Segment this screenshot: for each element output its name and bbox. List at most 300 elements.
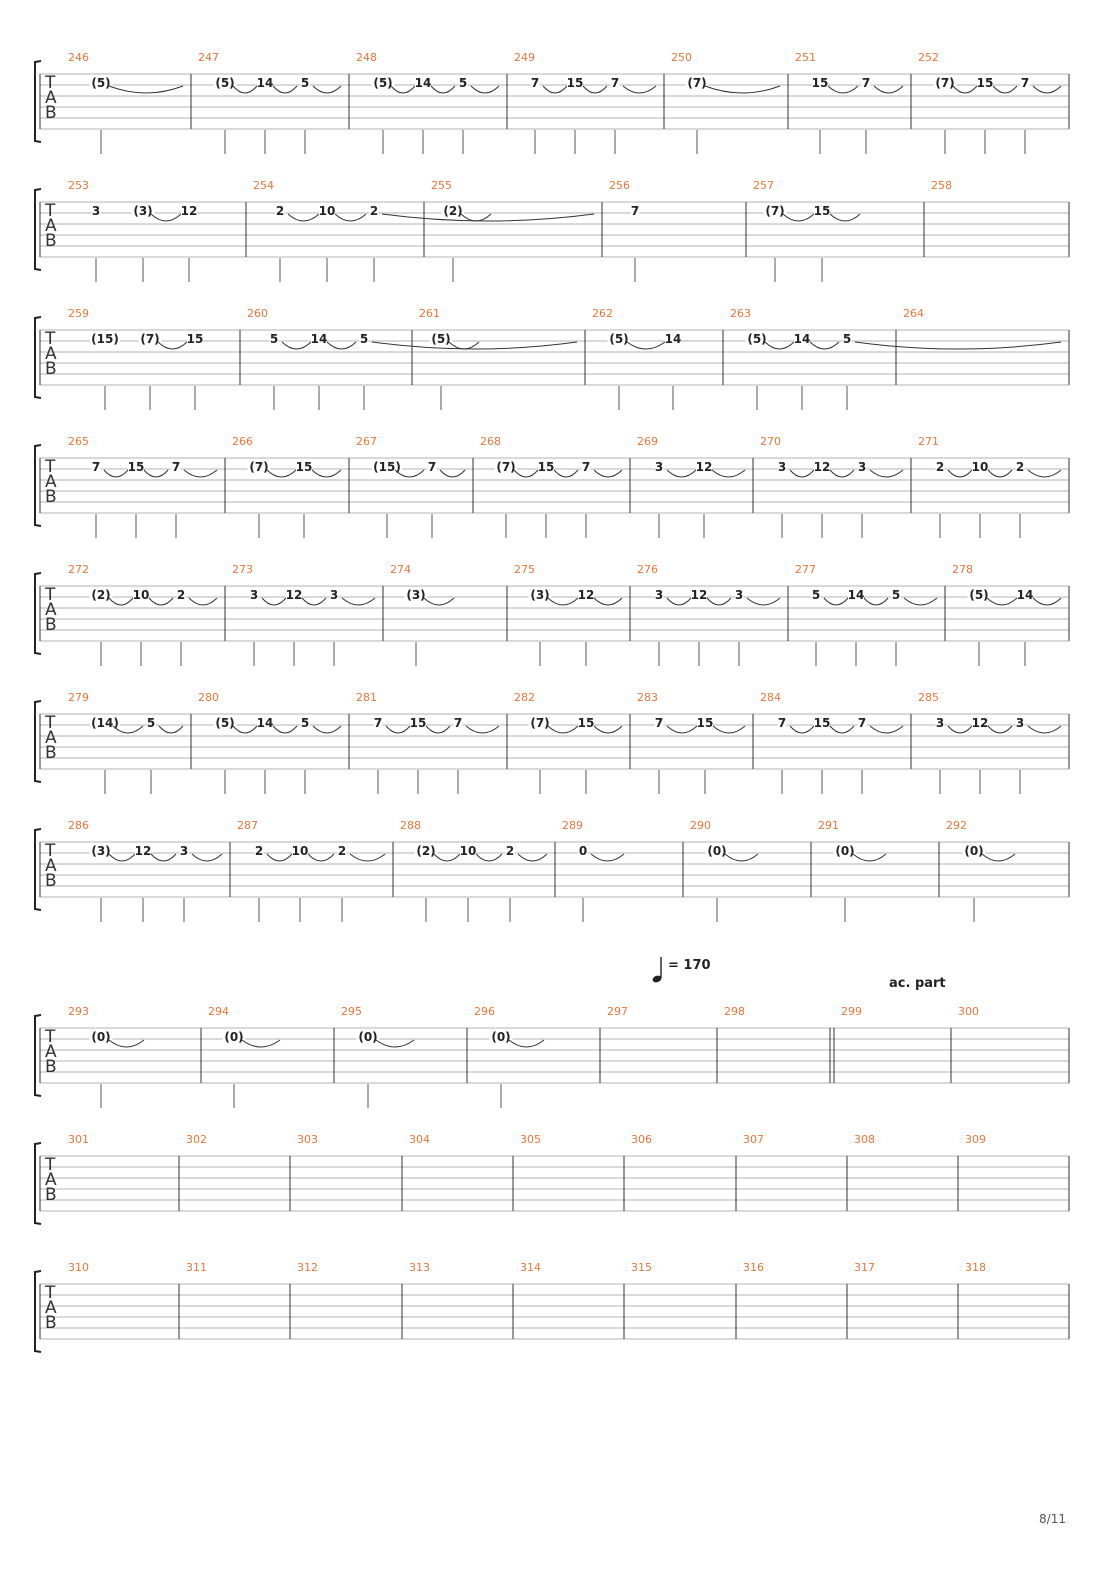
measure-number: 312 <box>297 1261 318 1274</box>
tie-arc <box>476 854 502 861</box>
fret-number: 7 <box>610 76 620 90</box>
fret-number: (3) <box>133 204 153 218</box>
fret-number: 5 <box>146 716 156 730</box>
fret-number: 3 <box>329 588 339 602</box>
measure-number: 313 <box>409 1261 430 1274</box>
measure-number: 295 <box>341 1005 362 1018</box>
measure-number: 261 <box>419 307 440 320</box>
tie-arc <box>627 342 665 349</box>
tie-arc <box>440 470 465 477</box>
fret-number: 14 <box>414 76 432 90</box>
measure-number: 256 <box>609 179 630 192</box>
measure-number: 304 <box>409 1133 430 1146</box>
measure-number: 249 <box>514 51 535 64</box>
fret-number: 5 <box>842 332 852 346</box>
fret-number: (15) <box>373 460 401 474</box>
tempo-marking <box>652 957 711 984</box>
measure-number: 306 <box>631 1133 652 1146</box>
tie-arc <box>509 1040 544 1047</box>
fret-number: 7 <box>777 716 787 730</box>
measure-number: 300 <box>958 1005 979 1018</box>
measure-number: 314 <box>520 1261 541 1274</box>
tie-arc <box>790 726 814 733</box>
measure-number: 297 <box>607 1005 628 1018</box>
measure-number: 301 <box>68 1133 89 1146</box>
measure-number: 277 <box>795 563 816 576</box>
fret-number: (5) <box>215 76 235 90</box>
tie-arc <box>747 598 780 605</box>
tie-arc <box>233 726 257 733</box>
fret-number: 2 <box>935 460 945 474</box>
tie-arc <box>313 726 341 733</box>
tie-arc <box>810 342 839 349</box>
fret-number: 3 <box>179 844 189 858</box>
measure-number: 253 <box>68 179 89 192</box>
fret-number: 14 <box>847 588 865 602</box>
fret-number: (0) <box>835 844 855 858</box>
fret-number: 0 <box>578 844 588 858</box>
tie-arc <box>431 86 455 93</box>
tie-arc <box>312 470 341 477</box>
fret-number: 14 <box>664 332 682 346</box>
tab-system <box>35 819 1069 922</box>
measure-number: 286 <box>68 819 89 832</box>
measure-number: 250 <box>671 51 692 64</box>
fret-number: (5) <box>747 332 767 346</box>
fret-number: (5) <box>431 332 451 346</box>
tab-clef-letter: T <box>45 585 56 605</box>
tie-arc <box>1028 470 1061 477</box>
measure-number: 305 <box>520 1133 541 1146</box>
fret-number: 7 <box>453 716 463 730</box>
tie-arc <box>282 342 311 349</box>
tab-clef-letter: T <box>45 1027 56 1047</box>
tab-clef-letter: A <box>45 472 57 492</box>
tie-arc <box>824 598 848 605</box>
tie-arc <box>830 470 854 477</box>
fret-number: 7 <box>1020 76 1030 90</box>
measure-number: 265 <box>68 435 89 448</box>
tie-arc <box>461 214 491 221</box>
measure-number: 302 <box>186 1133 207 1146</box>
fret-number: (2) <box>443 204 463 218</box>
measure-number: 293 <box>68 1005 89 1018</box>
fret-number: 2 <box>176 588 186 602</box>
tab-clef-letter: A <box>45 344 57 364</box>
fret-number: 2 <box>1015 460 1025 474</box>
fret-number: (7) <box>249 460 269 474</box>
fret-number: (0) <box>91 1030 111 1044</box>
tie-arc <box>391 86 415 93</box>
fret-number: 10 <box>459 844 477 858</box>
tie-arc <box>273 726 297 733</box>
fret-number: 15 <box>811 76 829 90</box>
fret-number: 14 <box>256 76 274 90</box>
section-marker: ac. part <box>889 976 946 991</box>
measure-number: 317 <box>854 1261 875 1274</box>
fret-number: 12 <box>813 460 831 474</box>
fret-number: 3 <box>777 460 787 474</box>
tie-arc <box>386 726 410 733</box>
measure-number: 311 <box>186 1261 207 1274</box>
fret-number: (7) <box>687 76 707 90</box>
fret-number: 5 <box>300 76 310 90</box>
tie-arc <box>948 726 972 733</box>
fret-number: 15 <box>813 716 831 730</box>
tie-arc <box>273 86 297 93</box>
tie-arc <box>993 86 1017 93</box>
tie-arc <box>548 598 578 605</box>
measure-number: 291 <box>818 819 839 832</box>
fret-number: 15 <box>566 76 584 90</box>
measure-number: 284 <box>760 691 781 704</box>
tie-arc <box>725 854 758 861</box>
tab-clef-letter: A <box>45 216 57 236</box>
tab-system <box>35 1261 1069 1352</box>
fret-number: (7) <box>140 332 160 346</box>
fret-number: 15 <box>409 716 427 730</box>
measure-number: 288 <box>400 819 421 832</box>
tie-arc <box>713 726 745 733</box>
measure-number: 285 <box>918 691 939 704</box>
tie-arc <box>790 470 814 477</box>
tab-system <box>35 1005 1069 1108</box>
fret-number: (7) <box>496 460 516 474</box>
fret-number: 14 <box>1016 588 1034 602</box>
fret-number: 2 <box>254 844 264 858</box>
tab-clef-letter: A <box>45 856 57 876</box>
fret-number: (3) <box>91 844 111 858</box>
fret-number: 15 <box>976 76 994 90</box>
tab-clef-letter: B <box>45 1313 57 1333</box>
tab-clef-letter: T <box>45 329 56 349</box>
measure-number: 278 <box>952 563 973 576</box>
fret-number: 10 <box>291 844 309 858</box>
fret-number: (7) <box>765 204 785 218</box>
tab-clef-letter: T <box>45 841 56 861</box>
fret-number: (5) <box>969 588 989 602</box>
tab-system <box>35 691 1069 794</box>
fret-number: 5 <box>458 76 468 90</box>
tie-arc <box>262 598 286 605</box>
measure-number: 266 <box>232 435 253 448</box>
measure-number: 296 <box>474 1005 495 1018</box>
measure-number: 281 <box>356 691 377 704</box>
tab-clef-letter: T <box>45 1283 56 1303</box>
measure-number: 270 <box>760 435 781 448</box>
fret-number: 14 <box>256 716 274 730</box>
tie-arc <box>667 470 696 477</box>
tie-arc <box>514 470 538 477</box>
tie-arc <box>594 470 622 477</box>
tab-system <box>35 563 1069 666</box>
fret-number: 15 <box>577 716 595 730</box>
fret-number: (0) <box>491 1030 511 1044</box>
tie-arc <box>870 470 903 477</box>
tie-arc <box>192 854 222 861</box>
fret-number: (3) <box>406 588 426 602</box>
measure-number: 315 <box>631 1261 652 1274</box>
fret-number: 5 <box>811 588 821 602</box>
tie-arc <box>189 598 217 605</box>
tie-arc <box>783 214 814 221</box>
tie-arc <box>594 598 622 605</box>
tie-arc <box>982 854 1015 861</box>
tab-systems <box>35 51 1069 1352</box>
tab-system <box>35 307 1069 410</box>
fret-number: (14) <box>91 716 119 730</box>
fret-number: (2) <box>91 588 111 602</box>
tab-system <box>35 1133 1069 1224</box>
fret-number: 12 <box>695 460 713 474</box>
tie-arc <box>830 726 854 733</box>
tab-clef-letter: B <box>45 1057 57 1077</box>
measure-number: 280 <box>198 691 219 704</box>
tab-clef-letter: A <box>45 88 57 108</box>
measure-number: 267 <box>356 435 377 448</box>
fret-number: (2) <box>416 844 436 858</box>
fret-number: (5) <box>215 716 235 730</box>
fret-number: 10 <box>132 588 150 602</box>
tie-arc <box>853 854 886 861</box>
measure-number: 268 <box>480 435 501 448</box>
fret-number: 3 <box>91 204 101 218</box>
fret-number: 5 <box>300 716 310 730</box>
fret-number: 12 <box>690 588 708 602</box>
tie-arc <box>904 598 937 605</box>
fret-number: (15) <box>91 332 119 346</box>
tie-arc <box>548 726 578 733</box>
fret-number: 7 <box>427 460 437 474</box>
tie-arc <box>109 1040 144 1047</box>
tie-arc <box>327 342 356 349</box>
tab-clef-letter: A <box>45 1298 57 1318</box>
tie-arc <box>623 86 656 93</box>
fret-number: (7) <box>530 716 550 730</box>
tie-arc <box>870 726 903 733</box>
tie-arc <box>242 1040 280 1047</box>
tie-arc <box>830 214 860 221</box>
fret-number: 15 <box>696 716 714 730</box>
fret-number: 7 <box>373 716 383 730</box>
tab-clef-letter: B <box>45 103 57 123</box>
tab-clef-letter: A <box>45 600 57 620</box>
fret-number: (3) <box>530 588 550 602</box>
tie-arc <box>953 86 977 93</box>
tie-arc <box>335 214 366 221</box>
fret-number: (5) <box>609 332 629 346</box>
fret-number: 15 <box>127 460 145 474</box>
tab-system <box>35 435 1069 538</box>
fret-number: 2 <box>505 844 515 858</box>
tie-arc <box>158 342 187 349</box>
tie-arc <box>518 854 547 861</box>
fret-number: 3 <box>1015 716 1025 730</box>
measure-number: 247 <box>198 51 219 64</box>
tie-arc <box>151 214 181 221</box>
tie-arc <box>308 854 334 861</box>
tab-clef-letter: B <box>45 231 57 251</box>
measure-number: 264 <box>903 307 924 320</box>
measure-number: 257 <box>753 179 774 192</box>
tie-arc <box>109 86 183 93</box>
fret-number: 12 <box>285 588 303 602</box>
measure-number: 310 <box>68 1261 89 1274</box>
tie-arc <box>109 854 135 861</box>
fret-number: 7 <box>530 76 540 90</box>
fret-number: 3 <box>654 460 664 474</box>
tab-clef-letter: B <box>45 1185 57 1205</box>
tab-clef-letter: B <box>45 743 57 763</box>
tie-arc <box>426 726 450 733</box>
tie-arc <box>104 470 128 477</box>
tie-arc <box>583 86 607 93</box>
measure-number: 299 <box>841 1005 862 1018</box>
measure-number: 254 <box>253 179 274 192</box>
measure-number: 263 <box>730 307 751 320</box>
tie-arc <box>874 86 903 93</box>
fret-number: (0) <box>964 844 984 858</box>
measure-number: 290 <box>690 819 711 832</box>
measure-number: 271 <box>918 435 939 448</box>
tie-arc <box>707 598 731 605</box>
fret-number: 12 <box>134 844 152 858</box>
measure-number: 308 <box>854 1133 875 1146</box>
fret-number: 12 <box>971 716 989 730</box>
tie-arc <box>302 598 326 605</box>
measure-number: 282 <box>514 691 535 704</box>
tie-arc <box>1033 598 1061 605</box>
fret-number: 3 <box>734 588 744 602</box>
measure-number: 279 <box>68 691 89 704</box>
fret-number: 3 <box>654 588 664 602</box>
measure-number: 246 <box>68 51 89 64</box>
fret-number: 7 <box>654 716 664 730</box>
tab-clef-letter: T <box>45 713 56 733</box>
fret-number: 7 <box>857 716 867 730</box>
tab-system <box>35 179 1069 282</box>
measure-number: 262 <box>592 307 613 320</box>
tab-clef-letter: A <box>45 728 57 748</box>
tie-arc <box>987 598 1017 605</box>
fret-number: 7 <box>861 76 871 90</box>
fret-number: 7 <box>91 460 101 474</box>
tie-arc <box>466 726 499 733</box>
measure-number: 260 <box>247 307 268 320</box>
tie-arc <box>855 342 1061 349</box>
measure-number: 274 <box>390 563 411 576</box>
tie-arc <box>424 598 454 605</box>
tie-arc <box>667 598 691 605</box>
tie-arc <box>313 86 341 93</box>
measure-number: 292 <box>946 819 967 832</box>
fret-number: 12 <box>577 588 595 602</box>
tie-arc <box>705 86 780 93</box>
measure-number: 259 <box>68 307 89 320</box>
fret-number: 5 <box>269 332 279 346</box>
tie-arc <box>1033 86 1061 93</box>
tab-clef-letter: B <box>45 871 57 891</box>
measure-number: 309 <box>965 1133 986 1146</box>
fret-number: 15 <box>813 204 831 218</box>
measure-number: 269 <box>637 435 658 448</box>
fret-number: 7 <box>171 460 181 474</box>
measure-number: 275 <box>514 563 535 576</box>
tab-clef-letter: T <box>45 1155 56 1175</box>
measure-number: 318 <box>965 1261 986 1274</box>
tempo-label: = 170 <box>668 958 711 973</box>
tie-arc <box>376 1040 414 1047</box>
tie-arc <box>554 470 578 477</box>
fret-number: 3 <box>857 460 867 474</box>
measure-number: 289 <box>562 819 583 832</box>
fret-number: 2 <box>337 844 347 858</box>
measure-number: 283 <box>637 691 658 704</box>
fret-number: 5 <box>891 588 901 602</box>
fret-number: (0) <box>224 1030 244 1044</box>
tie-arc <box>288 214 319 221</box>
measure-number: 255 <box>431 179 452 192</box>
tab-clef-letter: T <box>45 457 56 477</box>
fret-number: 15 <box>537 460 555 474</box>
measure-number: 316 <box>743 1261 764 1274</box>
tie-arc <box>864 598 888 605</box>
measure-number: 298 <box>724 1005 745 1018</box>
tab-clef-letter: B <box>45 359 57 379</box>
measure-number: 248 <box>356 51 377 64</box>
tie-arc <box>267 470 296 477</box>
fret-number: 10 <box>971 460 989 474</box>
tie-arc <box>591 854 624 861</box>
tie-arc <box>543 86 567 93</box>
tie-arc <box>594 726 622 733</box>
fret-number: (7) <box>935 76 955 90</box>
fret-number: 5 <box>359 332 369 346</box>
tab-system <box>35 51 1069 154</box>
tab-clef-letter: T <box>45 201 56 221</box>
tie-arc <box>144 470 168 477</box>
page-number: 8/11 <box>1039 1512 1066 1526</box>
fret-number: 3 <box>935 716 945 730</box>
tie-arc <box>382 214 594 221</box>
measure-number: 303 <box>297 1133 318 1146</box>
fret-number: (0) <box>358 1030 378 1044</box>
tie-arc <box>471 86 499 93</box>
measure-number: 294 <box>208 1005 229 1018</box>
tie-arc <box>667 726 697 733</box>
fret-number: 3 <box>249 588 259 602</box>
tie-arc <box>828 86 858 93</box>
fret-number: 14 <box>310 332 328 346</box>
tab-clef-letter: B <box>45 487 57 507</box>
tie-arc <box>1028 726 1061 733</box>
tie-arc <box>233 86 257 93</box>
measure-number: 307 <box>743 1133 764 1146</box>
tie-arc <box>988 726 1012 733</box>
fret-number: (5) <box>373 76 393 90</box>
measure-number: 258 <box>931 179 952 192</box>
measure-number: 273 <box>232 563 253 576</box>
tie-arc <box>149 598 173 605</box>
measure-number: 276 <box>637 563 658 576</box>
measure-number: 287 <box>237 819 258 832</box>
fret-number: 7 <box>630 204 640 218</box>
tie-arc <box>948 470 972 477</box>
tie-arc <box>184 470 217 477</box>
fret-number: (5) <box>91 76 111 90</box>
fret-number: 2 <box>275 204 285 218</box>
fret-number: (0) <box>707 844 727 858</box>
